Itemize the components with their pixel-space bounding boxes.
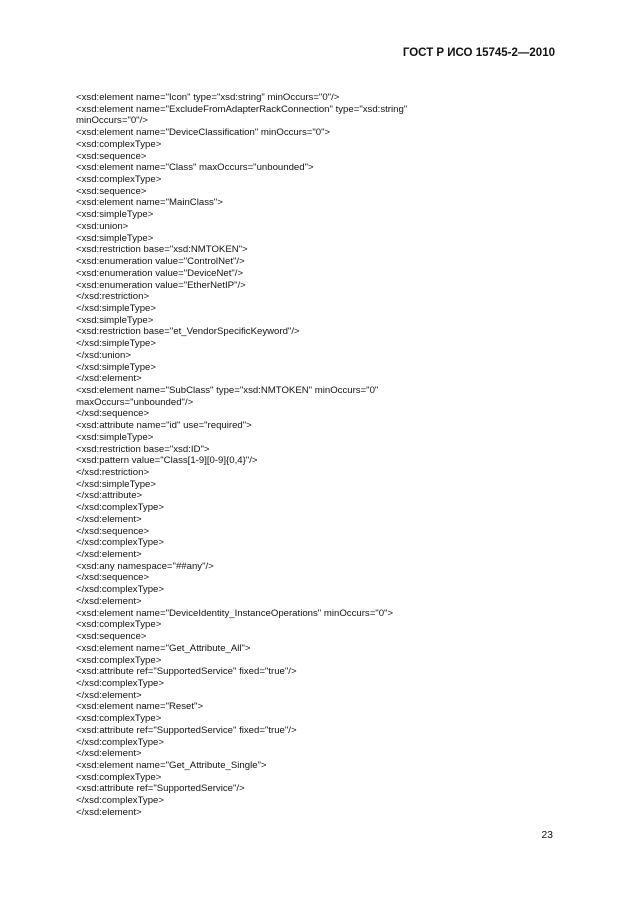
code-line: </xsd:union> [76,349,131,361]
code-line: <xsd:element name="Reset"> [76,701,204,713]
code-line: <xsd:element name="SubClass" type="xsd:NMTOKEN" minOccurs="0" [76,384,379,396]
code-line: </xsd:complexType> [76,736,164,748]
code-line: <xsd:attribute name="id" use="required"> [76,420,252,432]
code-line: <xsd:complexType> [76,654,162,666]
code-line: <xsd:complexType> [76,619,162,631]
code-line: <xsd:restriction base="et_VendorSpecificKeyword"/> [76,326,300,338]
code-line: <xsd:sequence> [76,631,147,643]
code-line: </xsd:complexType> [76,537,164,549]
code-line: </xsd:element> [76,513,142,525]
code-line: </xsd:complexType> [76,677,164,689]
code-line: </xsd:element> [76,549,142,561]
code-line: <xsd:element name="DeviceIdentity_InstanceOperations" minOccurs="0"> [76,607,394,619]
code-line: <xsd:restriction base="xsd:ID"> [76,443,210,455]
code-line: <xsd:element name="Get_Attribute_All"> [76,642,251,654]
code-line: <xsd:element name="DeviceClassification" minOccurs="0"> [76,127,331,139]
code-line: <xsd:element name="Class" maxOccurs="unbounded"> [76,162,314,174]
code-line: <xsd:pattern value="Class[1-9][0-9]{0,4}"/> [76,455,258,467]
code-line: <xsd:element name="MainClass"> [76,197,223,209]
code-line: <xsd:element name="Get_Attribute_Single"> [76,759,267,771]
code-line: <xsd:simpleType> [76,209,154,221]
code-line: <xsd:restriction base="xsd:NMTOKEN"> [76,244,248,256]
code-line: <xsd:enumeration value="ControlNet"/> [76,256,245,268]
code-line: </xsd:simpleType> [76,302,156,314]
code-line: maxOccurs="unbounded"/> [76,396,194,408]
code-line: </xsd:element> [76,373,142,385]
code-line: <xsd:simpleType> [76,431,154,443]
code-line: </xsd:simpleType> [76,478,156,490]
code-line: <xsd:element name="Icon" type="xsd:string" minOccurs="0"/> [76,92,340,103]
code-line: <xsd:enumeration value="EtherNetIP"/> [76,279,246,291]
code-line: <xsd:enumeration value="DeviceNet"/> [76,267,244,279]
code-line: minOccurs="0"/> [76,115,148,127]
code-line: </xsd:element> [76,689,142,701]
code-line: </xsd:complexType> [76,584,164,596]
code-line: <xsd:simpleType> [76,232,154,244]
page-number: 23 [541,829,553,841]
code-line: <xsd:complexType> [76,174,162,186]
code-line: <xsd:attribute ref="SupportedService" fixed="true"/> [76,724,297,736]
code-line: </xsd:complexType> [76,502,164,514]
code-line: </xsd:element> [76,595,142,607]
code-line: <xsd:simpleType> [76,314,154,326]
code-line: <xsd:complexType> [76,138,162,150]
code-line: <xsd:any namespace="##any"/> [76,560,214,572]
code-line: </xsd:simpleType> [76,338,156,350]
code-line: </xsd:restriction> [76,467,150,478]
code-line: <xsd:attribute ref="SupportedService" fixed="true"/> [76,666,297,678]
code-line: <xsd:element name="ExcludeFromAdapterRackConnection" type="xsd:string" [76,103,408,115]
code-line: </xsd:element> [76,748,142,760]
xsd-code-block [76,92,407,819]
code-line: <xsd:sequence> [76,150,147,162]
code-line: <xsd:complexType> [76,771,162,783]
code-line: </xsd:attribute> [76,490,143,502]
document-header: ГОСТ Р ИСО 15745-2—2010 [402,47,555,59]
code-line: </xsd:sequence> [76,408,150,420]
code-line: </xsd:restriction> [76,291,150,303]
code-line: <xsd:union> [76,220,129,232]
code-line: </xsd:element> [76,806,142,818]
code-line: <xsd:attribute ref="SupportedService"/> [76,783,245,795]
code-line: </xsd:sequence> [76,525,150,537]
code-line: </xsd:complexType> [76,795,164,807]
code-line: <xsd:complexType> [76,713,162,725]
code-line: <xsd:sequence> [76,185,147,197]
code-line: </xsd:sequence> [76,572,150,584]
code-line: </xsd:simpleType> [76,361,156,373]
